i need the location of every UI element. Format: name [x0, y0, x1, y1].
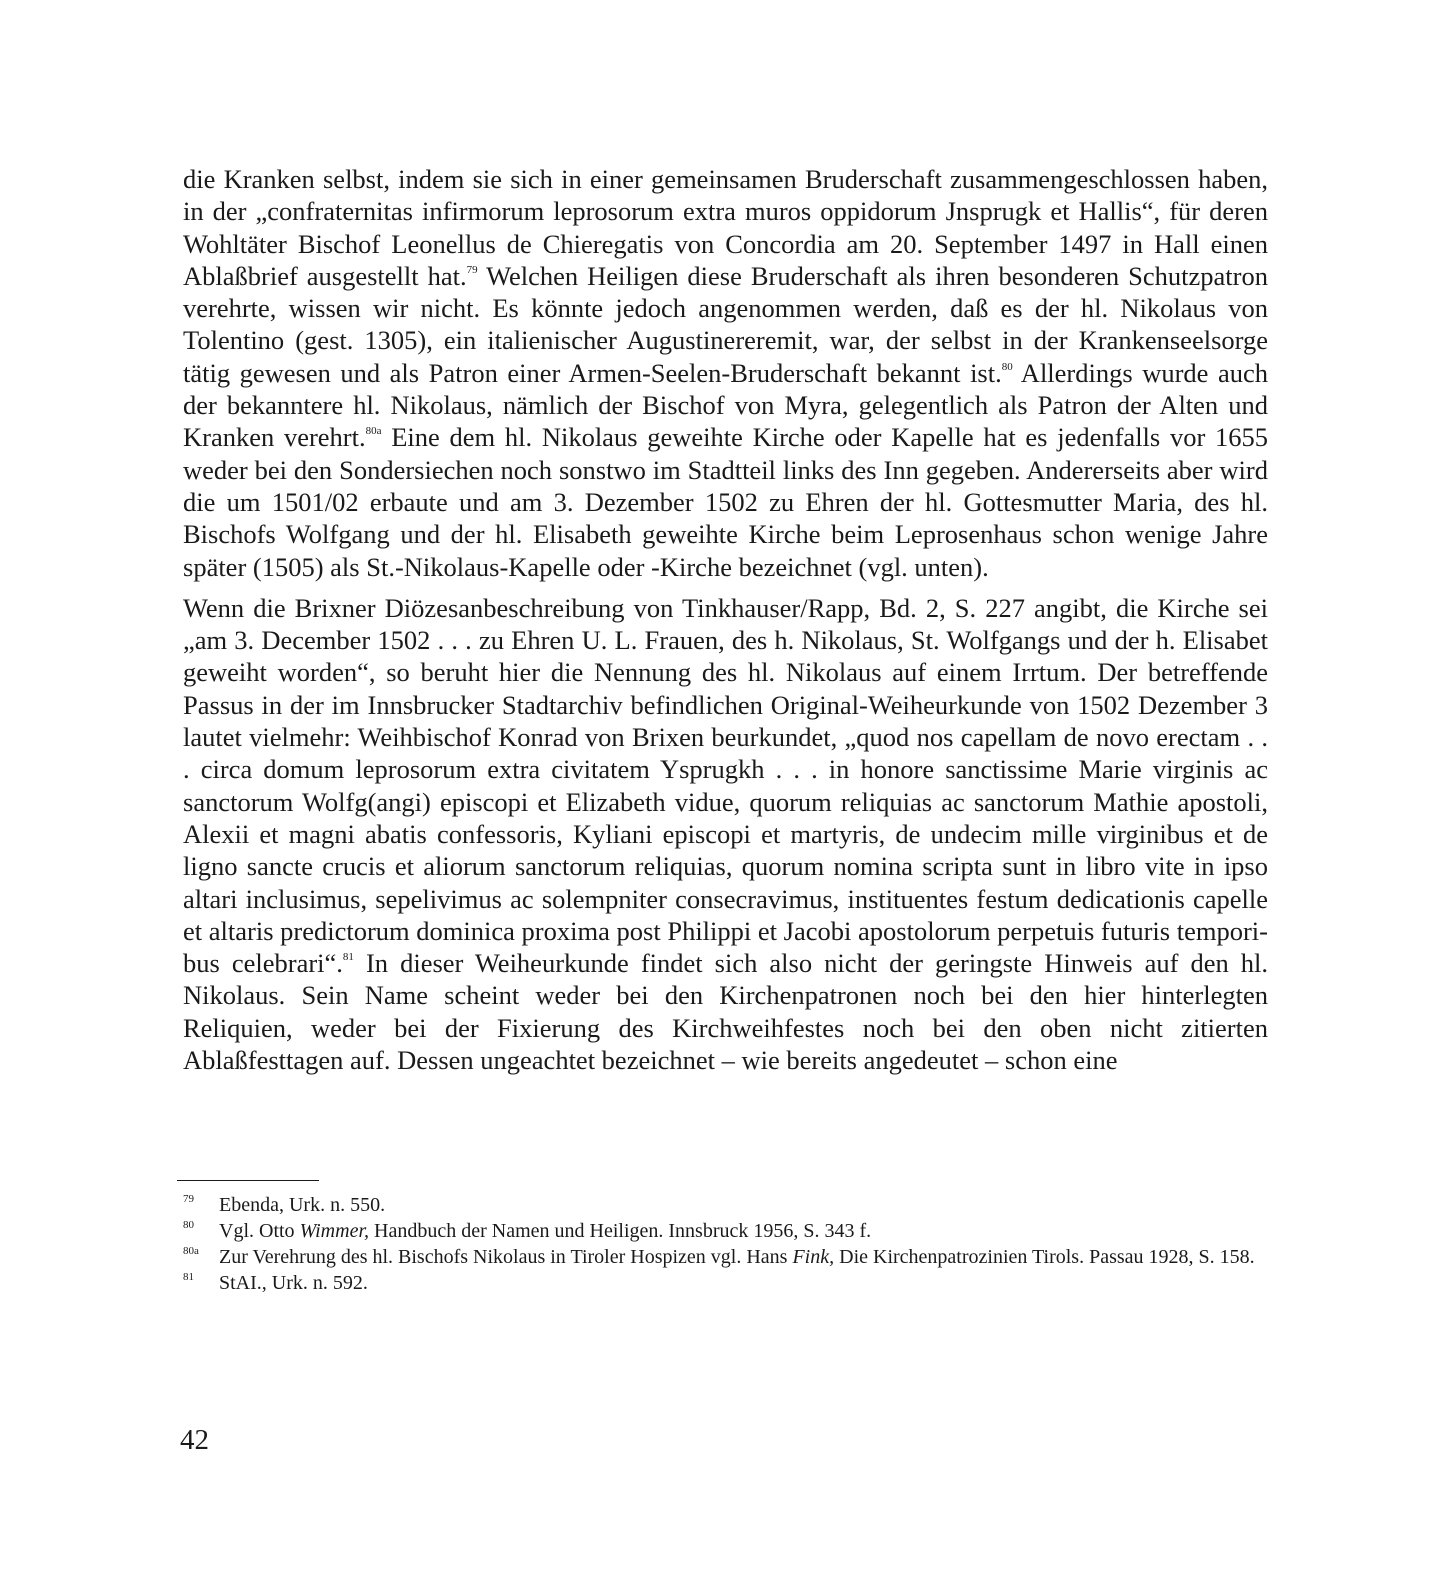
footnote-number: 80a	[183, 1245, 199, 1257]
footnote-number: 80	[183, 1219, 194, 1231]
footnote: 80 Vgl. Otto Wimmer, Handbuch der Namen und Heiligen. Innsbruck 1956, S. 343 f.	[183, 1219, 1268, 1243]
footnotes	[183, 1193, 1268, 1295]
page-number: 42	[180, 1424, 209, 1456]
footnote-number: 79	[183, 1193, 194, 1205]
footnote-divider	[177, 1180, 319, 1181]
footnote: 81 StAI., Urk. n. 592.	[183, 1271, 1268, 1295]
footnote-number: 81	[183, 1271, 194, 1283]
footnote-ref[interactable]: 80a	[365, 425, 382, 438]
footnote-ref[interactable]: 81	[342, 951, 354, 964]
footnote: 80a Zur Verehrung des hl. Bischofs Nikolaus in Tiroler Hospizen vgl. Hans Fink, Die Kirchenpatrozinien Tirols. Passau 1928, S. 158.	[183, 1245, 1268, 1269]
footnote-ref[interactable]: 80	[1001, 360, 1013, 373]
paragraph: die Kranken selbst, indem sie sich in einer gemeinsamen Bruderschaft zusammengeschlossen haben, in der „confraternitas infirmorum leprosorum extra muros oppidorum Jnsprugk et Hallis“, für deren Wohltäter Bischof Leonellus de Chieregatis von Concordia am 20. September 1497 in Hall einen Ablaßbrief ausgestellt hat.$^{79}$ Welchen Heiligen diese Bruderschaft als ihren besonderen Schutzpatron verehrte, wissen wir nicht. Es könnte jedoch angenommen werden, daß es der hl. Nikolaus von Tolentino (gest. 1305), ein italienischer Augustinereremit, war, der selbst in der Krankenseelsorge tätig gewesen und als Patron einer Armen-Seelen-Bruderschaft bekannt ist.$^{80}$ Allerdings wurde auch der bekanntere hl. Nikolaus, nämlich der Bischof von Myra, gelegentlich als Patron der Alten und Kranken verehrt.$^{80a}$ Eine dem hl. Nikolaus geweihte Kirche oder Kapelle hat es jedenfalls vor 1655 weder bei den Sondersiechen noch sonstwo im Stadtteil links des Inn gegeben. Andererseits aber wird die um 1501/02 erbaute und am 3. Dezember 1502 zu Ehren der hl. Gottesmutter Maria, des hl. Bischofs Wolfgang und der hl. Elisabeth geweihte Kirche beim Leprosenhaus schon wenige Jahre später (1505) als St.-Nikolaus-Kapelle oder -Kirche bezeichnet (vgl. unten).	[183, 164, 1268, 582]
main-text	[183, 163, 1268, 1076]
paragraph: Wenn die Brixner Diözesanbeschreibung von Tinkhauser/Rapp, Bd. 2, S. 227 angibt, die Kirche sei „am 3. December 1502 . . . zu Ehren U. L. Frauen, des h. Nikolaus, St. Wolfgangs und der h. Elisabet geweiht worden“, so beruht hier die Nennung des hl. Nikolaus auf einem Irrtum. Der betreffende Passus in der im Innsbrucker Stadtarchiv befindlichen Original-Weiheurkunde von 1502 Dezember 3 lautet vielmehr: Weihbischof Konrad von Brixen beurkundet, „quod nos capellam de novo erectam . . . circa domum leprosorum extra civitatem Ysprugkh . . . in honore sanctissime Marie virginis ac sanctorum Wolfg(angi) episcopi et Elizabeth vidue, quorum reliquias ac sanctorum Mathie apostoli, Alexii et magni abatis confessoris, Kyliani episcopi et martyris, de undecim mille virginibus et de ligno sancte crucis et aliorum sanctorum reliquias, quorum nomina scripta sunt in libro vite in ipso altari inclusimus, sepelivimus ac solempniter consecravimus, instituentes festum dedicationis capelle et altaris predictorum dominica proxima post Philippi et Jacobi apostolorum perpetuis futuris temporibus celebrari“.$^{81}$ In dieser Weiheurkunde findet sich also nicht der geringste Hinweis auf den hl. Nikolaus. Sein Name scheint weder bei den Kirchenpatronen noch bei den hier hinterlegten Reliquien, weder bei der Fixierung des Kirchweihfestes noch bei den oben nicht zitierten Ablaßfesttagen auf. Dessen ungeachtet bezeichnet – wie bereits angedeutet – schon eine	[183, 592, 1268, 1076]
footnote: 79 Ebenda, Urk. n. 550.	[183, 1193, 1268, 1217]
footnote-ref[interactable]: 79	[466, 263, 478, 276]
